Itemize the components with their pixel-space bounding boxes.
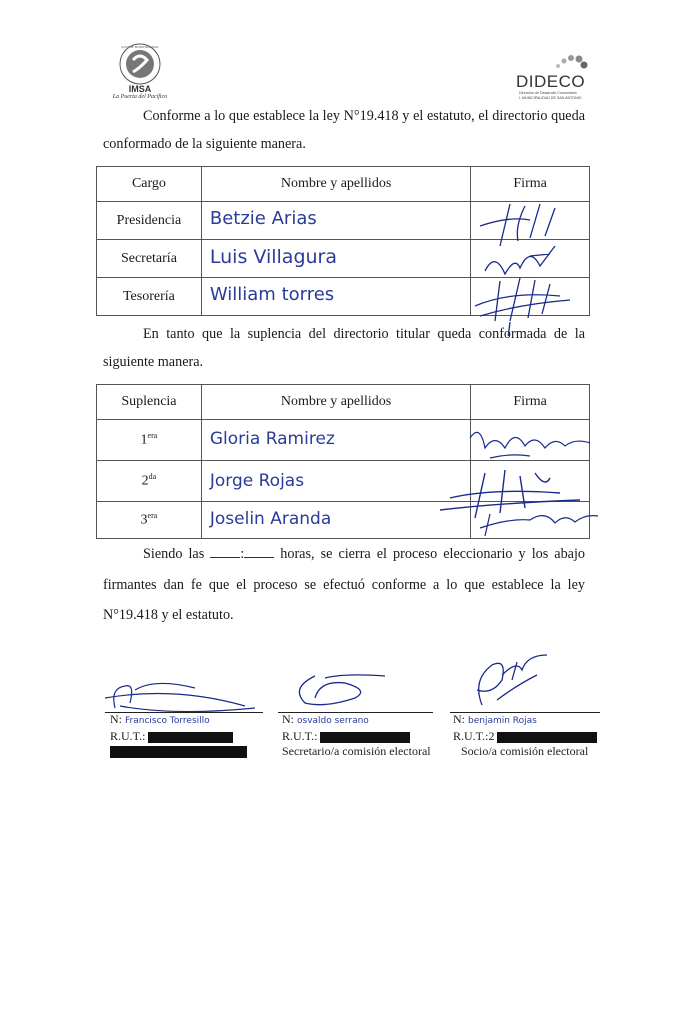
- header-cargo: Cargo: [97, 167, 202, 202]
- imsa-seal-icon: [118, 42, 162, 86]
- svg-text:ILUSTRE MUNICIPALIDAD: ILUSTRE MUNICIPALIDAD: [121, 45, 159, 49]
- signatory-role: Secretario/a comisión electoral: [282, 744, 431, 758]
- closing-paragraph: Siendo las : horas, se cierra el proceso eleccionario y los abajo firmantes dan fe que el proceso se efectuó conforme a lo que establece la ley N°19.418 y el estatuto.: [103, 539, 585, 631]
- signatory-secretario: N: osvaldo serrano R.U.T.: Secretario/a comisión electoral: [282, 712, 447, 759]
- header-suplencia: Suplencia: [97, 385, 202, 420]
- handwritten-name: Gloria Ramirez: [209, 429, 335, 449]
- signature-scribble: [470, 196, 580, 336]
- intro-text: Conforme a lo que establece la ley N°19.418 y el estatuto, el directorio queda conformado de la siguiente manera.: [103, 108, 585, 152]
- header-nombre: Nombre y apellidos: [201, 167, 470, 202]
- suplencia-number: $2^{da}$: [97, 461, 202, 502]
- signatory-socio: N: benjamin Rojas R.U.T.:2 Socio/a comisión electoral: [453, 712, 618, 759]
- signatory-name: benjamin Rojas: [468, 716, 537, 726]
- signature-scribble: [285, 668, 395, 714]
- handwritten-name: Luis Villagura: [209, 246, 338, 268]
- signature-scribble: [462, 650, 552, 710]
- redacted-rut: [497, 732, 597, 743]
- dots-icon: [550, 52, 590, 74]
- redacted-rut: [148, 732, 233, 743]
- header-nombre: Nombre y apellidos: [201, 385, 470, 420]
- header-firma: Firma: [471, 167, 590, 202]
- imsa-logo-name: IMSA: [128, 84, 152, 94]
- suplencia-number: $3^{era}$: [97, 502, 202, 539]
- cargo-presidencia: Presidencia: [97, 202, 202, 240]
- dideco-logo-subtitle: [519, 91, 599, 100]
- handwritten-name: Betzie Arias: [209, 208, 317, 229]
- redacted-role: Presidente/a comisión electoral: [110, 746, 248, 758]
- signature-scribble: [430, 418, 600, 542]
- redacted-rut: [320, 732, 410, 743]
- hour-blank: [210, 543, 240, 558]
- imsa-logo-tagline: La Puerta del Pacífico: [112, 94, 168, 100]
- dideco-logo-name: DIDECO: [516, 72, 586, 91]
- intro-paragraph: [103, 102, 585, 158]
- signatory-role: Socio/a comisión electoral: [461, 744, 589, 758]
- suplencia-number: $1^{era}$: [97, 420, 202, 461]
- handwritten-name: Joselin Aranda: [209, 509, 332, 529]
- signatory-name: Francisco Torresillo: [125, 716, 210, 726]
- signatory-name: osvaldo serrano: [297, 716, 369, 726]
- cargo-tesoreria: Tesorería: [97, 278, 202, 316]
- handwritten-name: Jorge Rojas: [209, 471, 305, 491]
- dideco-subtitle-line2: I. MUNICIPALIDAD DE SAN ANTONIO: [519, 95, 582, 100]
- dideco-logo: [510, 52, 590, 102]
- header-firma: Firma: [471, 385, 590, 420]
- suplencia-paragraph: [103, 320, 585, 376]
- handwritten-name: William torres: [209, 284, 335, 305]
- signature-scribble: [95, 668, 265, 716]
- cargo-secretaria: Secretaría: [97, 240, 202, 278]
- dideco-subtitle-line1: Dirección de Desarrollo Comunitario: [519, 91, 577, 95]
- minute-blank: [244, 543, 274, 558]
- suplencia-text: En tanto que la suplencia del directorio titular queda conformada de la siguiente manera.: [103, 326, 585, 370]
- signatory-presidente: N: Francisco Torresillo R.U.T.: Presidente/a comisión electoral: [110, 712, 248, 758]
- table-header-row: [97, 385, 590, 420]
